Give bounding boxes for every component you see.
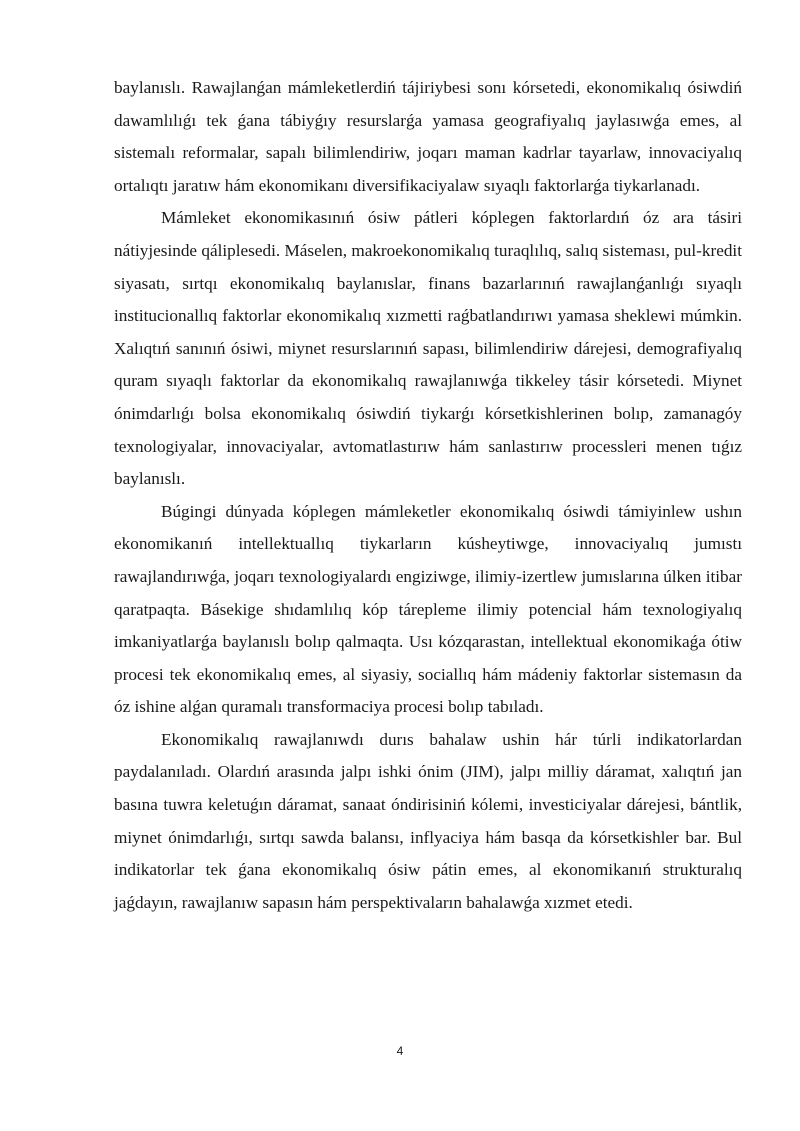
document-body — [114, 72, 742, 919]
paragraph-1: baylanıslı. Rawajlanǵan mámleketlerdiń tájiriybesi sonı kórsetedi, ekonomikalıq ósiwdiń dawamlılıǵı tek ǵana tábiyǵıy resurslarǵa yamasa geografiyalıq jaylasıwǵa emes, al sistemalı reformalar, sapalı bilimlendiriw, joqarı maman kadrlar tayarlaw, innovaciyalıq ortalıqtı jaratıw hám ekonomikanı diversifikaciyalaw sıyaqlı faktorlarǵa tiykarlanadı. — [114, 78, 742, 195]
paragraph-4: Ekonomikalıq rawajlanıwdı durıs bahalaw ushin hár túrli indikatorlardan paydalanıladı. Olardıń arasında jalpı ishki ónim (JIM), jalpı milliy dáramat, xalıqtıń jan basına tuwra keletuǵın dáramat, sanaat óndirisiniń kólemi, investiciyalar dárejesi, bántlik, miynet ónimdarlıǵı, sırtqı sawda balansı, inflyaciya hám basqa da kórsetkishler bar. Bul indikatorlar tek ǵana ekonomikalıq ósiw pátin emes, al ekonomikanıń strukturalıq jaǵdayın, rawajlanıw sapasın hám perspektivaların bahalawǵa xızmet etedi. — [114, 729, 742, 912]
paragraph-2: Mámleket ekonomikasınıń ósiw pátleri kóplegen faktorlardıń óz ara tásiri nátiyjesinde qáliplesedi. Máselen, makroekonomikalıq turaqlılıq, salıq sisteması, pul-kredit siyasatı, sırtqı ekonomikalıq baylanıslar, finans bazarlarınıń rawajlanǵanlıǵı sıyaqlı institucionallıq faktorlar ekonomikalıq xızmetti raǵbatlandırıwı yamasa sheklewi múmkin. Xalıqtıń sanınıń ósiwi, miynet resurslarınıń sapası, bilimlendiriw dárejesi, demografiyalıq quram sıyaqlı faktorlar da ekonomikalıq rawajlanıwǵa tikkeley tásir kórsetedi. Miynet ónimdarlıǵı bolsa ekonomikalıq ósiwdiń tiykarǵı kórsetkishlerinen bolıp, zamanagóy texnologiyalar, innovaciyalar, avtomatlastırıw hám sanlastırıw processleri menen tıǵız baylanıslı. — [114, 208, 742, 489]
paragraph-3: Búgingi dúnyada kóplegen mámleketler ekonomikalıq ósiwdi támiyinlew ushın ekonomikanıń intellektuallıq tiykarların kúsheytiwge, innovaciyalıq jumıstı rawajlandırıwǵa, joqarı texnologiyalardı engiziwge, ilimiy-izertlew jumıslarına úlken itibar qaratpaqta. Básekige shıdamlılıq kóp tárepleme ilimiy potencial hám texnologiyalıq imkaniyatlarǵa baylanıslı bolıp qalmaqta. Usı kózqarastan, intellektual ekonomikaǵa ótiw procesi tek ekonomikalıq emes, al siyasiy, sociallıq hám mádeniy faktorlar sistemasın da óz ishine alǵan quramalı transformaciya procesi bolıp tabıladı. — [114, 501, 742, 717]
page-number: 4 — [396, 1044, 404, 1058]
